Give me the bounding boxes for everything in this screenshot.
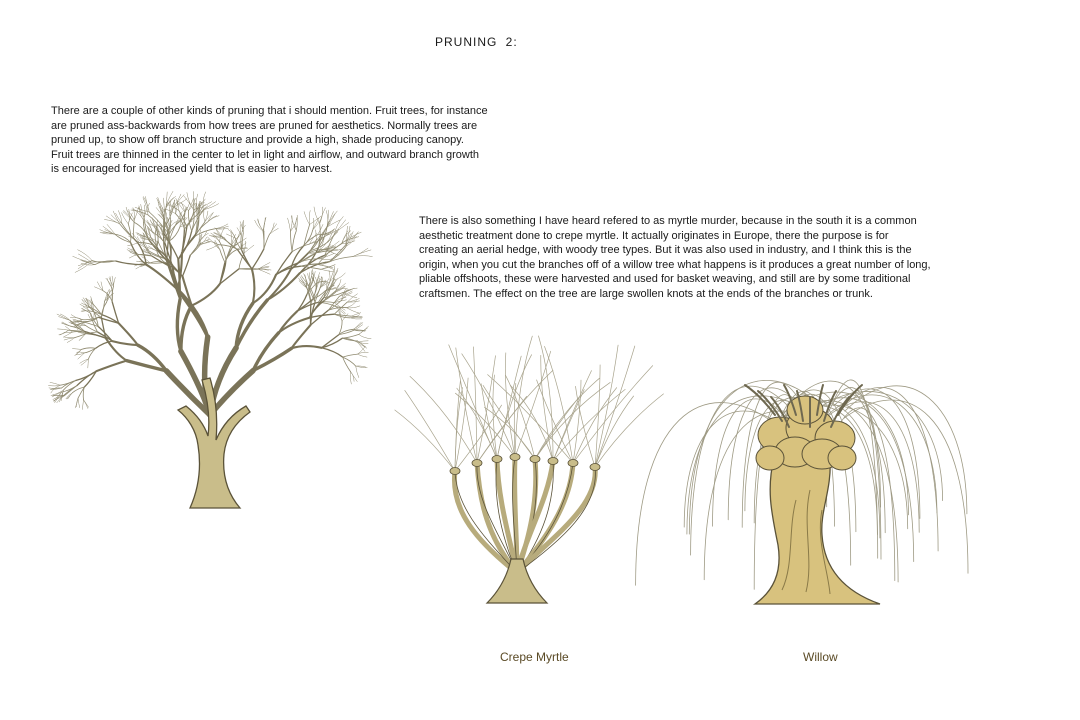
fruit-tree-branch — [292, 231, 296, 252]
crepe-myrtle-shoot — [405, 390, 455, 471]
fruit-tree-branch — [96, 361, 126, 372]
crepe-myrtle-knot — [568, 460, 578, 467]
fruit-tree-branch — [309, 314, 334, 318]
fruit-tree-branch — [252, 269, 255, 303]
fruit-tree-branch — [308, 274, 311, 283]
fruit-tree-branch — [244, 241, 246, 253]
fruit-tree-branch — [359, 334, 371, 338]
fruit-tree-branch — [319, 223, 321, 247]
crepe-myrtle-knot — [450, 468, 460, 475]
fruit-tree-branch — [113, 277, 115, 286]
fruit-tree-branch — [193, 192, 194, 209]
fruit-tree-branch — [270, 228, 279, 234]
fruit-tree-branch — [356, 366, 359, 378]
fruit-tree-branch — [346, 308, 359, 314]
fruit-tree-branch — [65, 326, 72, 332]
fruit-tree-branch — [115, 234, 130, 242]
fruit-tree-branch — [350, 318, 362, 319]
crepe-myrtle-knot — [472, 460, 482, 467]
willow-strand — [844, 400, 968, 573]
paragraph-line: Fruit trees are thinned in the center to let in light and airflow, and outward branch growth — [51, 148, 480, 161]
paragraph-line: are pruned ass-backwards from how trees are pruned for aesthetics. Normally trees are — [51, 119, 478, 132]
fruit-tree-branch — [288, 218, 291, 231]
fruit-tree-branch — [178, 237, 195, 260]
fruit-tree-branch — [207, 245, 219, 250]
willow-knot — [828, 446, 856, 470]
fruit-tree-branch — [252, 249, 264, 269]
fruit-tree-branch — [231, 232, 232, 245]
fruit-tree-branch — [342, 334, 358, 338]
crepe-myrtle-stem — [517, 463, 573, 573]
fruit-tree-branch — [304, 212, 310, 225]
fruit-tree-branch — [264, 234, 270, 249]
crepe-myrtle-knot — [530, 456, 540, 463]
fruit-tree-branch — [62, 322, 71, 326]
fruit-tree-branch — [122, 224, 134, 239]
fruit-tree-branch — [62, 323, 71, 326]
crepe-myrtle-knot — [548, 458, 558, 465]
fruit-tree-branch — [225, 248, 232, 262]
fruit-tree-branch — [350, 372, 351, 384]
paragraph-line: There is also something I have heard refered to as myrtle murder, because in the south it is a common — [419, 215, 917, 227]
fruit-tree-branch — [220, 228, 225, 242]
crepe-myrtle-illustration — [395, 335, 635, 610]
crepe-myrtle-shoot — [595, 396, 634, 467]
fruit-tree-branch — [329, 232, 338, 241]
paragraph-line: craftsmen. The effect on the tree are large swollen knots at the ends of the branches or trunk. — [419, 287, 873, 300]
crepe-myrtle-shoot — [505, 353, 515, 457]
fruit-tree-branch — [78, 398, 80, 408]
crepe-myrtle-knot — [590, 464, 600, 471]
fruit-tree-branch — [358, 354, 367, 357]
fruit-tree-branch — [299, 278, 307, 287]
paragraph-line: pliable offshoots, these were harvested and used for basket weaving, and still are by some traditional — [419, 273, 911, 286]
paragraph-line: origin, when you cut the branches off of a willow tree what happens is it produces a great number of long, — [419, 258, 931, 271]
crepe-myrtle-shoot — [573, 380, 581, 463]
fruit-tree-branch — [270, 224, 277, 234]
fruit-tree-branch — [347, 301, 360, 302]
crepe-myrtle-shoot — [595, 345, 618, 467]
fruit-tree-branch — [82, 400, 83, 410]
fruit-tree-branch — [309, 211, 310, 225]
fruit-tree-branch — [322, 335, 339, 348]
crepe-myrtle-caption: Crepe Myrtle — [500, 650, 569, 664]
page-title: PRUNING 2: — [435, 35, 518, 49]
fruit-tree-branch — [78, 250, 93, 261]
fruit-tree-branch — [205, 211, 208, 222]
crepe-myrtle-base — [487, 559, 547, 603]
fruit-tree-branch — [328, 251, 340, 256]
fruit-tree-branch — [183, 255, 191, 276]
fruit-tree-branch — [292, 346, 322, 348]
paragraph-line: is encouraged for increased yield that is easier to harvest. — [51, 163, 333, 176]
fruit-tree-illustration — [70, 240, 350, 520]
crepe-myrtle-shoot — [488, 375, 573, 463]
fruit-tree-branch — [326, 211, 328, 227]
fruit-tree-branch — [88, 359, 89, 368]
willow-knot — [756, 446, 784, 470]
paragraph-line: creating an aerial hedge, with woody tree types. But it was also used in industry, and I think this is the — [419, 244, 912, 257]
fruit-tree-branch — [58, 329, 69, 330]
crepe-myrtle-knot — [510, 454, 520, 461]
fruit-tree-branch — [60, 381, 75, 386]
fruit-tree-branch — [65, 337, 75, 338]
fruit-tree-branch — [204, 210, 205, 222]
fruit-tree-branch — [57, 314, 70, 320]
fruit-tree-branch — [72, 349, 81, 350]
crepe-myrtle-shoot — [545, 346, 574, 463]
fruit-tree-branch — [53, 390, 64, 395]
crepe-myrtle-shoot — [395, 410, 455, 471]
fruit-tree-branch — [94, 287, 103, 291]
fruit-tree-branch — [128, 243, 140, 246]
fruit-tree-branch — [182, 203, 186, 213]
fruit-tree-branch — [143, 240, 150, 251]
fruit-tree-branch — [358, 341, 369, 342]
fruit-tree-branch — [255, 220, 263, 231]
fruit-tree-branch — [333, 273, 345, 280]
fruit-tree-branch — [292, 244, 310, 252]
fruit-tree-branch — [84, 371, 96, 387]
fruit-tree-branch — [244, 245, 254, 253]
fruit-tree-branch — [322, 348, 343, 357]
fruit-tree-branch — [291, 231, 293, 251]
fruit-tree-branch — [169, 227, 180, 241]
fruit-tree-branch — [119, 323, 138, 345]
fruit-tree-branch — [98, 317, 118, 323]
fruit-tree-branch — [351, 313, 361, 317]
fruit-tree-branch — [317, 278, 320, 289]
willow-caption: Willow — [803, 650, 838, 664]
fruit-tree-branch — [78, 353, 85, 359]
fruit-tree-branch — [203, 204, 219, 210]
fruit-tree-branch — [181, 306, 192, 352]
crepe-myrtle-knot — [492, 456, 502, 463]
fruit-tree-branch — [192, 284, 220, 306]
fruit-tree-branch — [50, 383, 60, 386]
fruit-tree-branch — [329, 271, 330, 282]
crepe-myrtle-shoot — [485, 407, 536, 459]
fruit-tree-branch — [354, 325, 363, 330]
fruit-tree-branch — [292, 325, 311, 348]
crepe-myrtle-stem-outline — [517, 463, 573, 573]
paragraph-line: pruned up, to show off branch structure and provide a high, shade producing canopy. — [51, 134, 464, 147]
fruit-tree-branch — [353, 256, 372, 257]
willow-trunk — [755, 458, 880, 604]
fruit-tree-branch — [157, 198, 163, 212]
willow-illustration — [670, 340, 960, 615]
fruit-tree-branch — [321, 269, 334, 272]
fruit-tree-branch — [81, 359, 88, 365]
myrtle-murder-paragraph — [419, 214, 931, 302]
crepe-myrtle-shoot — [573, 388, 617, 463]
paragraph-line: aesthetic treatment done to crepe myrtle. It actually originates in Europe, there the purpose is for — [419, 229, 889, 242]
fruit-tree-branch — [134, 207, 139, 220]
fruit-tree-branch — [350, 317, 361, 318]
fruit-tree-branch — [253, 275, 276, 304]
fruit-tree-branch — [84, 400, 88, 409]
fruit-tree-branch — [343, 354, 358, 357]
fruit-tree-branch — [122, 213, 129, 224]
fruit-tree-branch — [74, 334, 86, 338]
crepe-myrtle-shoot — [595, 394, 664, 467]
fruit-tree-paragraph — [51, 104, 488, 177]
paragraph-line: There are a couple of other kinds of pruning that i should mention. Fruit trees, for instance — [51, 105, 488, 117]
fruit-tree-branch — [113, 211, 119, 224]
